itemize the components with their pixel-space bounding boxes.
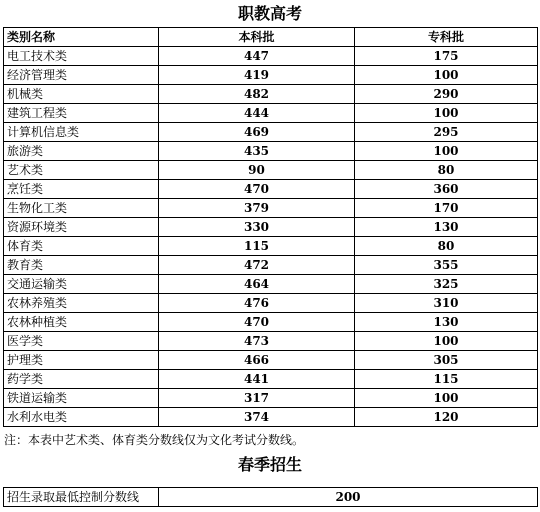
table-row <box>4 142 538 161</box>
spring-table <box>3 487 538 507</box>
undergraduate-score-cell: 473 <box>159 332 355 351</box>
undergraduate-score-cell: 472 <box>159 256 355 275</box>
category-cell: 药学类 <box>4 370 159 389</box>
header-category: 类别名称 <box>4 28 159 47</box>
table-header-row <box>4 28 538 47</box>
score-table <box>3 27 538 427</box>
undergraduate-score-cell: 379 <box>159 199 355 218</box>
junior-college-score-cell: 355 <box>355 256 538 275</box>
junior-college-score-cell: 80 <box>355 161 538 180</box>
undergraduate-score-cell: 464 <box>159 275 355 294</box>
undergraduate-score-cell: 419 <box>159 66 355 85</box>
category-cell: 艺术类 <box>4 161 159 180</box>
undergraduate-score-cell: 466 <box>159 351 355 370</box>
junior-college-score-cell: 130 <box>355 313 538 332</box>
undergraduate-score-cell: 482 <box>159 85 355 104</box>
junior-college-score-cell: 290 <box>355 85 538 104</box>
table-row <box>4 180 538 199</box>
junior-college-score-cell: 115 <box>355 370 538 389</box>
spring-value: 200 <box>159 488 538 507</box>
junior-college-score-cell: 170 <box>355 199 538 218</box>
category-cell: 生物化工类 <box>4 199 159 218</box>
table-row <box>4 275 538 294</box>
table-row <box>4 256 538 275</box>
junior-college-score-cell: 100 <box>355 66 538 85</box>
table-row <box>4 294 538 313</box>
category-cell: 教育类 <box>4 256 159 275</box>
junior-college-score-cell: 360 <box>355 180 538 199</box>
undergraduate-score-cell: 469 <box>159 123 355 142</box>
undergraduate-score-cell: 470 <box>159 313 355 332</box>
table-row <box>4 161 538 180</box>
junior-college-score-cell: 100 <box>355 389 538 408</box>
header-junior-college: 专科批 <box>355 28 538 47</box>
junior-college-score-cell: 120 <box>355 408 538 427</box>
table-row <box>4 218 538 237</box>
junior-college-score-cell: 175 <box>355 47 538 66</box>
undergraduate-score-cell: 444 <box>159 104 355 123</box>
header-undergraduate: 本科批 <box>159 28 355 47</box>
undergraduate-score-cell: 90 <box>159 161 355 180</box>
junior-college-score-cell: 325 <box>355 275 538 294</box>
table-row <box>4 389 538 408</box>
table-row <box>4 104 538 123</box>
table-row <box>4 47 538 66</box>
junior-college-score-cell: 130 <box>355 218 538 237</box>
category-cell: 旅游类 <box>4 142 159 161</box>
table-row <box>4 488 538 507</box>
category-cell: 经济管理类 <box>4 66 159 85</box>
junior-college-score-cell: 100 <box>355 332 538 351</box>
table-row <box>4 370 538 389</box>
undergraduate-score-cell: 441 <box>159 370 355 389</box>
category-cell: 资源环境类 <box>4 218 159 237</box>
table-row <box>4 66 538 85</box>
category-cell: 计算机信息类 <box>4 123 159 142</box>
junior-college-score-cell: 80 <box>355 237 538 256</box>
category-cell: 水利水电类 <box>4 408 159 427</box>
junior-college-score-cell: 295 <box>355 123 538 142</box>
table-row <box>4 408 538 427</box>
table-row <box>4 313 538 332</box>
junior-college-score-cell: 305 <box>355 351 538 370</box>
undergraduate-score-cell: 115 <box>159 237 355 256</box>
junior-college-score-cell: 100 <box>355 142 538 161</box>
category-cell: 铁道运输类 <box>4 389 159 408</box>
table-row <box>4 332 538 351</box>
category-cell: 体育类 <box>4 237 159 256</box>
table-row <box>4 85 538 104</box>
table-row <box>4 237 538 256</box>
category-cell: 建筑工程类 <box>4 104 159 123</box>
category-cell: 护理类 <box>4 351 159 370</box>
category-cell: 电工技术类 <box>4 47 159 66</box>
category-cell: 烹饪类 <box>4 180 159 199</box>
table-body <box>4 47 538 427</box>
page-title: 职教高考 <box>237 4 302 23</box>
junior-college-score-cell: 100 <box>355 104 538 123</box>
undergraduate-score-cell: 374 <box>159 408 355 427</box>
table-note: 注：本表中艺术类、体育类分数线仅为文化考试分数线。 <box>4 433 305 447</box>
undergraduate-score-cell: 476 <box>159 294 355 313</box>
undergraduate-score-cell: 447 <box>159 47 355 66</box>
category-cell: 医学类 <box>4 332 159 351</box>
section-title-spring: 春季招生 <box>237 455 302 474</box>
undergraduate-score-cell: 435 <box>159 142 355 161</box>
undergraduate-score-cell: 470 <box>159 180 355 199</box>
undergraduate-score-cell: 330 <box>159 218 355 237</box>
spring-label: 招生录取最低控制分数线 <box>4 488 159 507</box>
category-cell: 交通运输类 <box>4 275 159 294</box>
table-row <box>4 351 538 370</box>
junior-college-score-cell: 310 <box>355 294 538 313</box>
category-cell: 农林种植类 <box>4 313 159 332</box>
table-row <box>4 123 538 142</box>
table-row <box>4 199 538 218</box>
category-cell: 农林养殖类 <box>4 294 159 313</box>
undergraduate-score-cell: 317 <box>159 389 355 408</box>
category-cell: 机械类 <box>4 85 159 104</box>
